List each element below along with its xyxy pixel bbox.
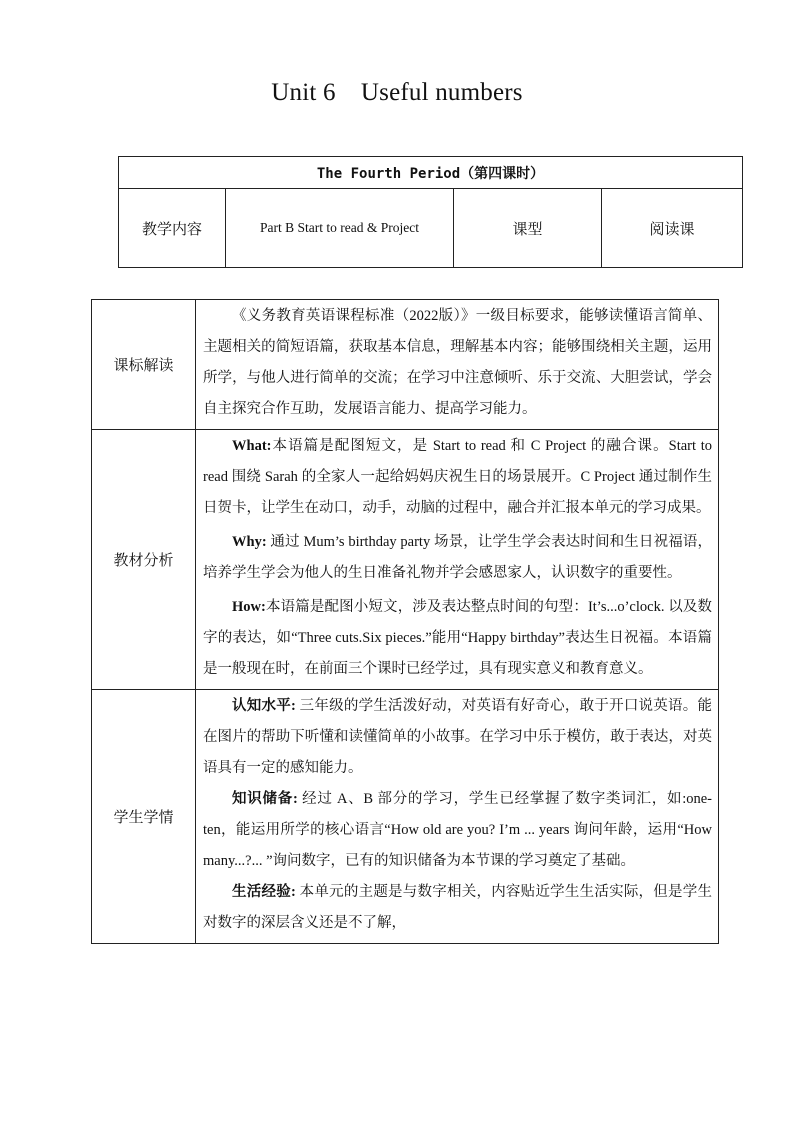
why-text: 通过 Mum’s birthday party 场景，让学生学会表达时间和生日祝福语，培养学生学会为他人的生日准备礼物并学会感恩家人，认识数字的重要性。 [203,534,712,581]
knowledge-paragraph [203,784,712,877]
type-value: 阅读课 [602,189,743,268]
period-heading: The Fourth Period（第四课时） [119,157,743,189]
standards-row [92,300,719,430]
cognitive-text: 三年级的学生活泼好动，对英语有好奇心，敢于开口说英语。能在图片的帮助下听懂和读懂简单的小故事。在学习中乐于模仿，敢于表达，对英语具有一定的感知能力。 [203,698,712,776]
students-label: 学生学情 [92,690,196,944]
students-content [196,690,719,944]
life-label: 生活经验: [232,884,296,900]
knowledge-text: 经过 A、B 部分的学习，学生已经掌握了数字类词汇，如:one-ten，能运用所学的核心语言“How old are you? I’m ... years 询问年龄，运用“How many...?... ”询问数字，已有的知识储备为本节课的学习奠定了基础。 [203,791,712,869]
why-label: Why: [232,534,267,550]
standards-content [196,300,719,430]
page-title: Unit 6 Useful numbers [271,79,523,106]
period-table [118,156,743,268]
students-row [92,690,719,944]
how-paragraph [203,592,712,685]
material-row [92,430,719,690]
how-text: 本语篇是配图小短文，涉及表达整点时间的句型：It’s...o’clock. 以及数字的表达，如“Three cuts.Six pieces.”能用“Happy birthday”表达生日祝福。本语篇是一般现在时，在前面三个课时已经学过，具有现实意义和教育意义。 [203,599,712,677]
material-content [196,430,719,690]
cognitive-paragraph [203,691,712,784]
knowledge-label: 知识储备: [232,791,298,807]
material-label: 教材分析 [92,430,196,690]
life-text: 本单元的主题是与数字相关，内容贴近学生生活实际，但是学生对数字的深层含义还是不了解， [203,884,712,931]
what-paragraph [203,431,712,524]
content-label: 教学内容 [119,189,226,268]
cognitive-label: 认知水平: [232,698,296,714]
content-value: Part B Start to read & Project [226,189,454,268]
standards-text: 《义务教育英语课程标准（2022版）》一级目标要求，能够读懂语言简单、主题相关的简短语篇，获取基本信息，理解基本内容；能够围绕相关主题，运用所学，与他人进行简单的交流；在学习中注意倾听、乐于交流、大胆尝试，学会自主探究合作互助，发展语言能力、提高学习能力。 [203,308,712,417]
what-label: What: [232,438,272,454]
life-paragraph [203,877,712,939]
type-label: 课型 [454,189,602,268]
what-text: 本语篇是配图短文，是 Start to read 和 C Project 的融合课。Start to read 围绕 Sarah 的全家人一起给妈妈庆祝生日的场景展开。C Project 通过制作生日贺卡，让学生在动口，动手，动脑的过程中，融合并汇报本单元的学习成果。 [203,438,712,516]
standards-label: 课标解读 [92,300,196,430]
analysis-table [91,299,719,944]
how-label: How: [232,599,266,615]
why-paragraph [203,527,712,589]
